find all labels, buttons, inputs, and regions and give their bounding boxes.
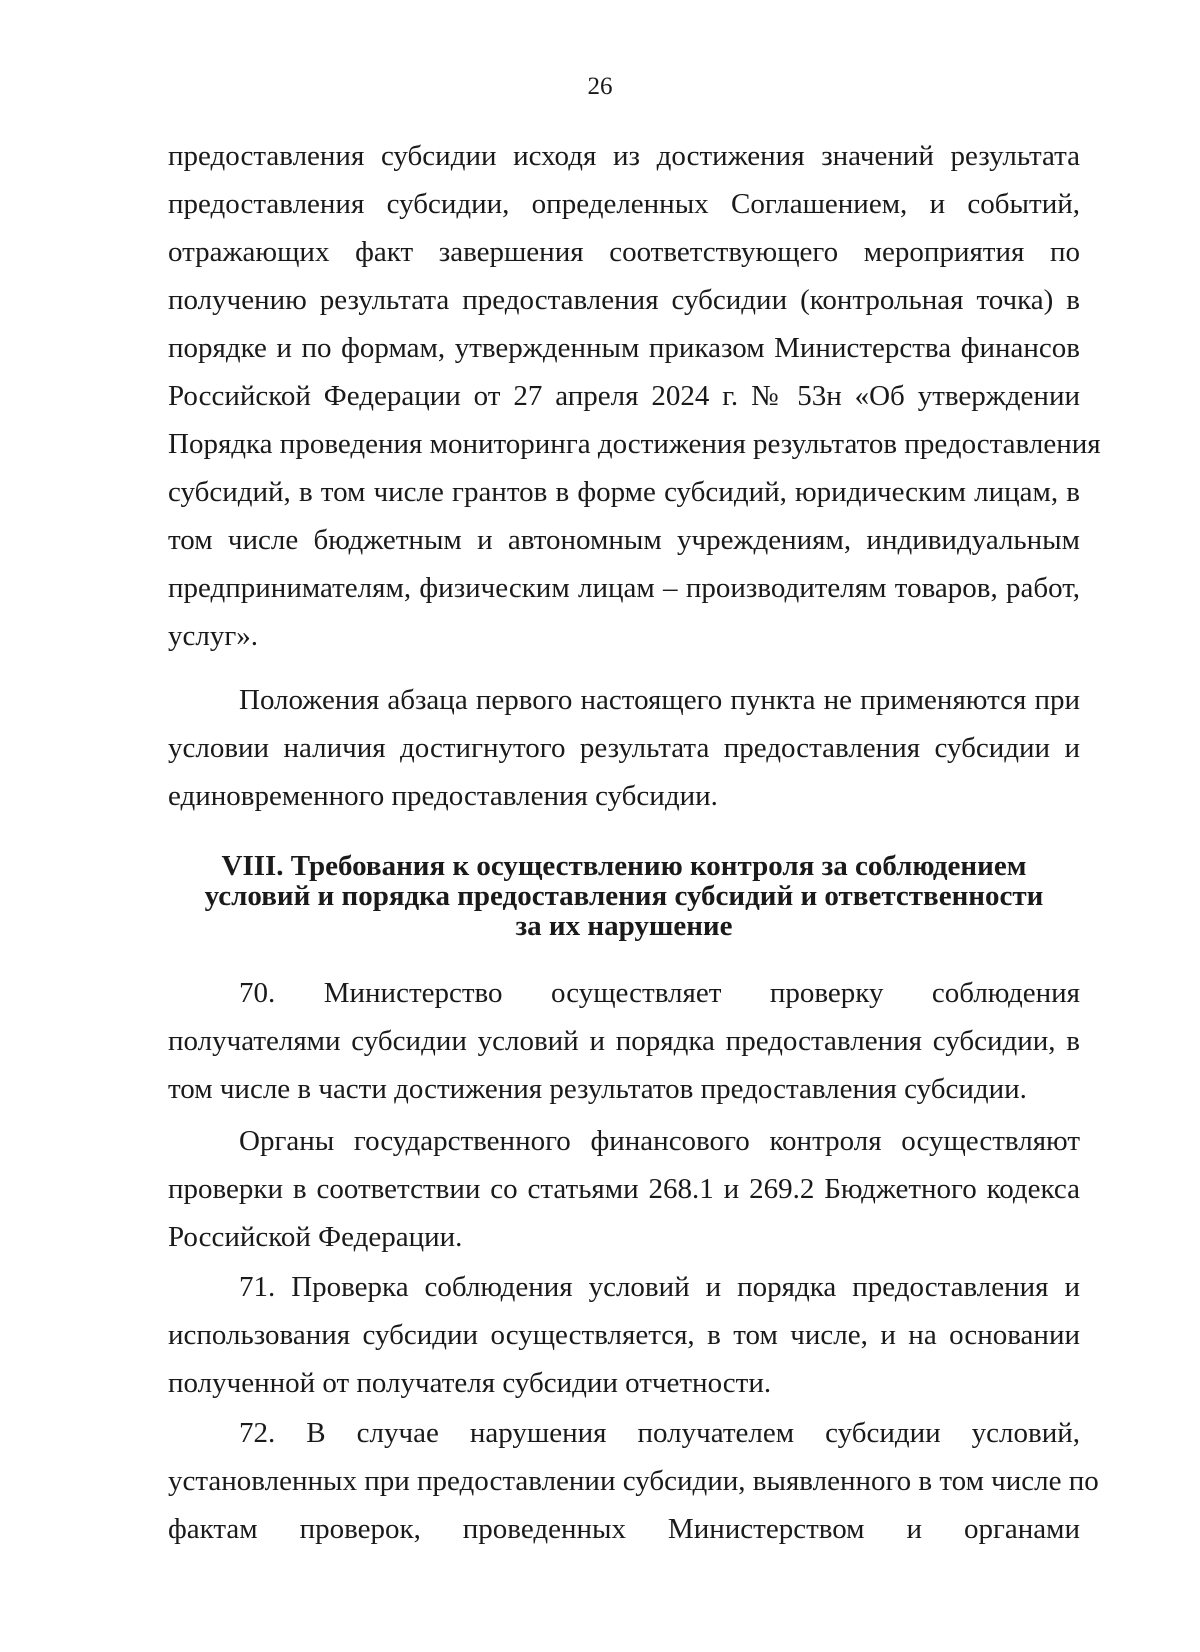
paragraph-item-72	[168, 1409, 1099, 1553]
text-line: предоставления субсидии, определенных Соглашением, и событий,	[168, 188, 1080, 220]
text-line: Органы государственного финансового контроля осуществляют	[239, 1125, 1080, 1157]
heading-line: условий и порядка предоставления субсидий и ответственности	[204, 880, 1044, 912]
paragraph-control-bodies	[168, 1117, 1080, 1261]
text-line: условии наличия достигнутого результата предоставления субсидии и	[168, 732, 1080, 764]
paragraph-provisions	[168, 676, 1080, 820]
paragraph-item-70	[168, 969, 1080, 1113]
paragraph-continuation	[168, 132, 1101, 660]
text-line: установленных при предоставлении субсидии, выявленного в том числе по	[168, 1465, 1099, 1497]
text-line: проверки в соответствии со статьями 268.1 и 269.2 Бюджетного кодекса	[168, 1173, 1080, 1205]
paragraph-item-71	[168, 1263, 1080, 1407]
text-line: отражающих факт завершения соответствующего мероприятия по	[168, 236, 1080, 268]
text-line: том числе в части достижения результатов предоставления субсидии.	[168, 1073, 1027, 1105]
section-heading	[168, 851, 1080, 941]
text-line: получателями субсидии условий и порядка предоставления субсидии, в	[168, 1025, 1080, 1057]
heading-line: VIII. Требования к осуществлению контроля за соблюдением	[221, 850, 1027, 882]
text-line: предпринимателям, физическим лицам – производителям товаров, работ,	[168, 572, 1080, 604]
text-line: Порядка проведения мониторинга достижения результатов предоставления	[168, 428, 1101, 460]
text-line: том числе бюджетным и автономным учреждениям, индивидуальным	[168, 524, 1080, 556]
text-line: 71. Проверка соблюдения условий и порядка предоставления и	[239, 1271, 1080, 1303]
text-line: Положения абзаца первого настоящего пункта не применяются при	[239, 684, 1080, 716]
page-number: 26	[587, 73, 613, 100]
text-line: использования субсидии осуществляется, в том числе, и на основании	[168, 1319, 1080, 1351]
text-line: услуг».	[168, 620, 258, 652]
text-line: фактам проверок, проведенных Министерством и органами	[168, 1513, 1080, 1545]
text-line: Российской Федерации.	[168, 1221, 463, 1253]
text-line: 70. Министерство осуществляет проверку соблюдения	[239, 977, 1080, 1009]
text-line: 72. В случае нарушения получателем субсидии условий,	[239, 1417, 1080, 1449]
text-line: предоставления субсидии исходя из достижения значений результата	[168, 140, 1080, 172]
text-line: субсидий, в том числе грантов в форме субсидий, юридическим лицам, в	[168, 476, 1080, 508]
text-line: порядке и по формам, утвержденным приказом Министерства финансов	[168, 332, 1080, 364]
text-line: получению результата предоставления субсидии (контрольная точка) в	[168, 284, 1080, 316]
text-line: единовременного предоставления субсидии.	[168, 780, 718, 812]
text-line: Российской Федерации от 27 апреля 2024 г. № 53н «Об утверждении	[168, 380, 1080, 412]
heading-line: за их нарушение	[515, 910, 733, 942]
text-line: полученной от получателя субсидии отчетности.	[168, 1367, 772, 1399]
